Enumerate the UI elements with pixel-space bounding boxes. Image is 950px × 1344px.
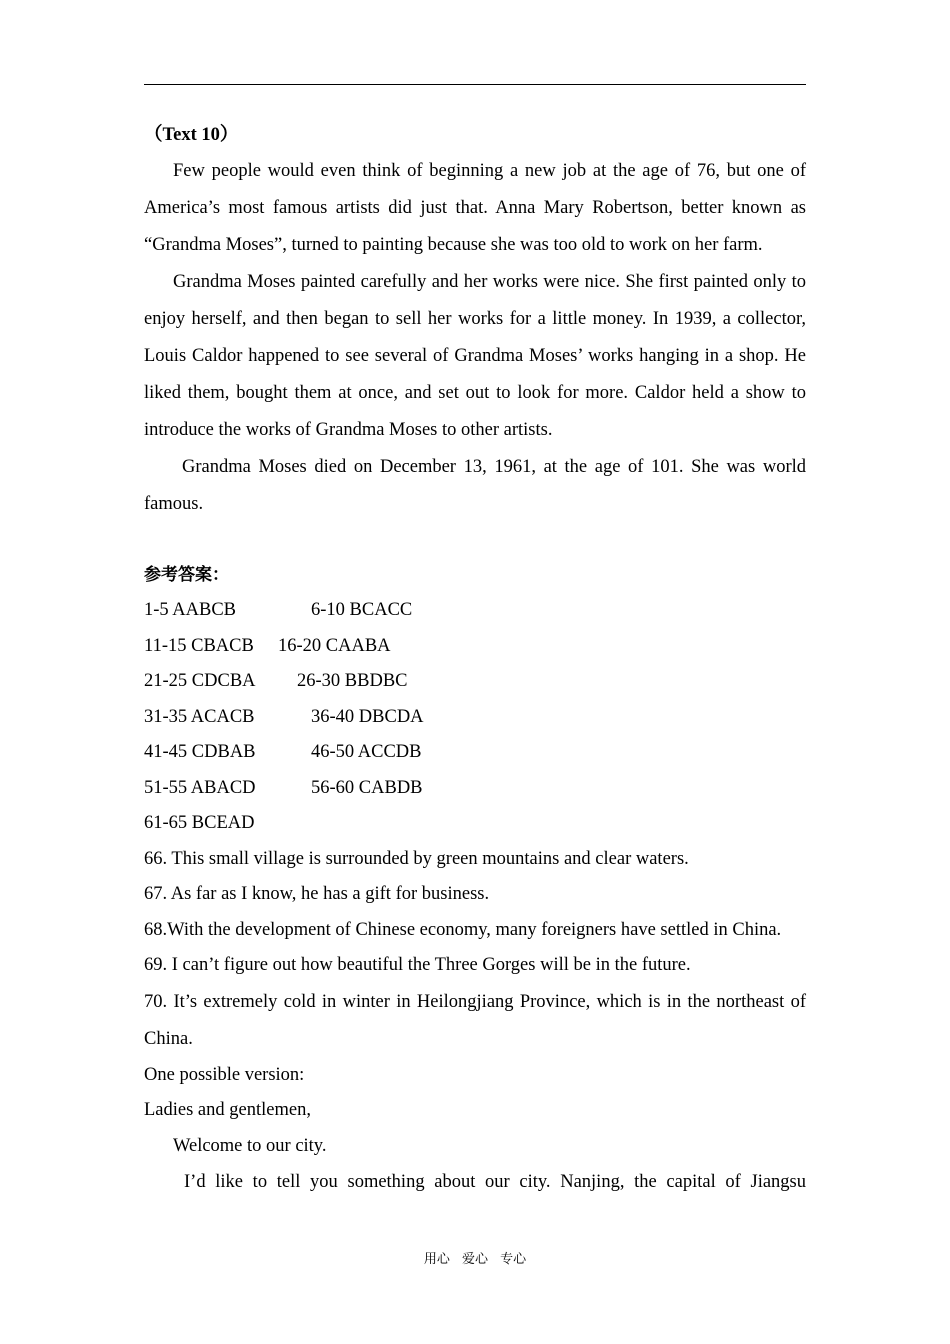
answer-range: 51-55 ABACD	[144, 777, 256, 798]
answer-range: 61-65 BCEAD	[144, 813, 255, 833]
answer-range: 16-20 CAABA	[278, 635, 391, 656]
answer-row	[144, 735, 806, 771]
answer-range: 31-35 ACACB	[144, 706, 255, 727]
answer-range: 21-25 CDCBA	[144, 671, 256, 691]
answer-row	[144, 700, 806, 736]
page-footer: 用心 爱心 专心	[423, 1252, 527, 1267]
translation-66: 66. This small village is surrounded by green mountains and clear waters.	[144, 848, 689, 869]
page-content	[144, 118, 806, 1201]
translation-68: 68.With the development of Chinese economy, many foreigners have settled in China.	[144, 919, 782, 940]
header-rule	[144, 84, 806, 85]
answer-range: 56-60 CABDB	[311, 777, 423, 798]
paragraph-1: Few people would even think of beginning a new job at the age of 76, but one of America’s most famous artists did just that. Anna Mary Robertson, better known as “Grandma Moses”, turned to painting because she was too old to work on her farm.	[144, 161, 806, 255]
essay-intro: One possible version:	[144, 1064, 305, 1085]
essay-greeting: Ladies and gentlemen,	[144, 1100, 311, 1120]
answer-row	[144, 771, 806, 807]
answer-range: 46-50 ACCDB	[311, 742, 422, 762]
translation-70: 70. It’s extremely cold in winter in Heilongjiang Province, which is in the northeast of China.	[144, 991, 806, 1049]
answer-range: 36-40 DBCDA	[311, 706, 424, 727]
text-title: （Text 10）	[144, 125, 239, 145]
answer-row	[144, 593, 806, 629]
answer-row	[144, 664, 806, 700]
paragraph-2: Grandma Moses painted carefully and her works were nice. She first painted only to enjoy herself, and then began to sell her works for a little money. In 1939, a collector, Louis Caldor happened to see several of Grandma Moses’ works hanging in a shop. He liked them, bought them at once, and set out to look for more. Caldor held a show to introduce the works of Grandma Moses to other artists.	[144, 272, 806, 440]
answer-range: 1-5 AABCB	[144, 600, 237, 620]
translation-69: 69. I can’t figure out how beautiful the Three Gorges will be in the future.	[144, 955, 691, 975]
answers-heading: 参考答案：	[144, 565, 229, 585]
paragraph-3: Grandma Moses died on December 13, 1961, at the age of 101. She was world famous.	[144, 457, 806, 514]
essay-body: I’d like to tell you something about our city. Nanjing, the capital of Jiangsu	[184, 1172, 806, 1192]
answer-row	[144, 806, 806, 842]
answer-range: 6-10 BCACC	[311, 600, 413, 620]
translation-67: 67. As far as I know, he has a gift for business.	[144, 884, 490, 904]
essay-welcome: Welcome to our city.	[173, 1135, 327, 1156]
answer-range: 41-45 CDBAB	[144, 742, 256, 762]
answer-range: 26-30 BBDBC	[297, 671, 408, 691]
answer-range: 11-15 CBACB	[144, 635, 254, 656]
answer-row	[144, 629, 806, 665]
